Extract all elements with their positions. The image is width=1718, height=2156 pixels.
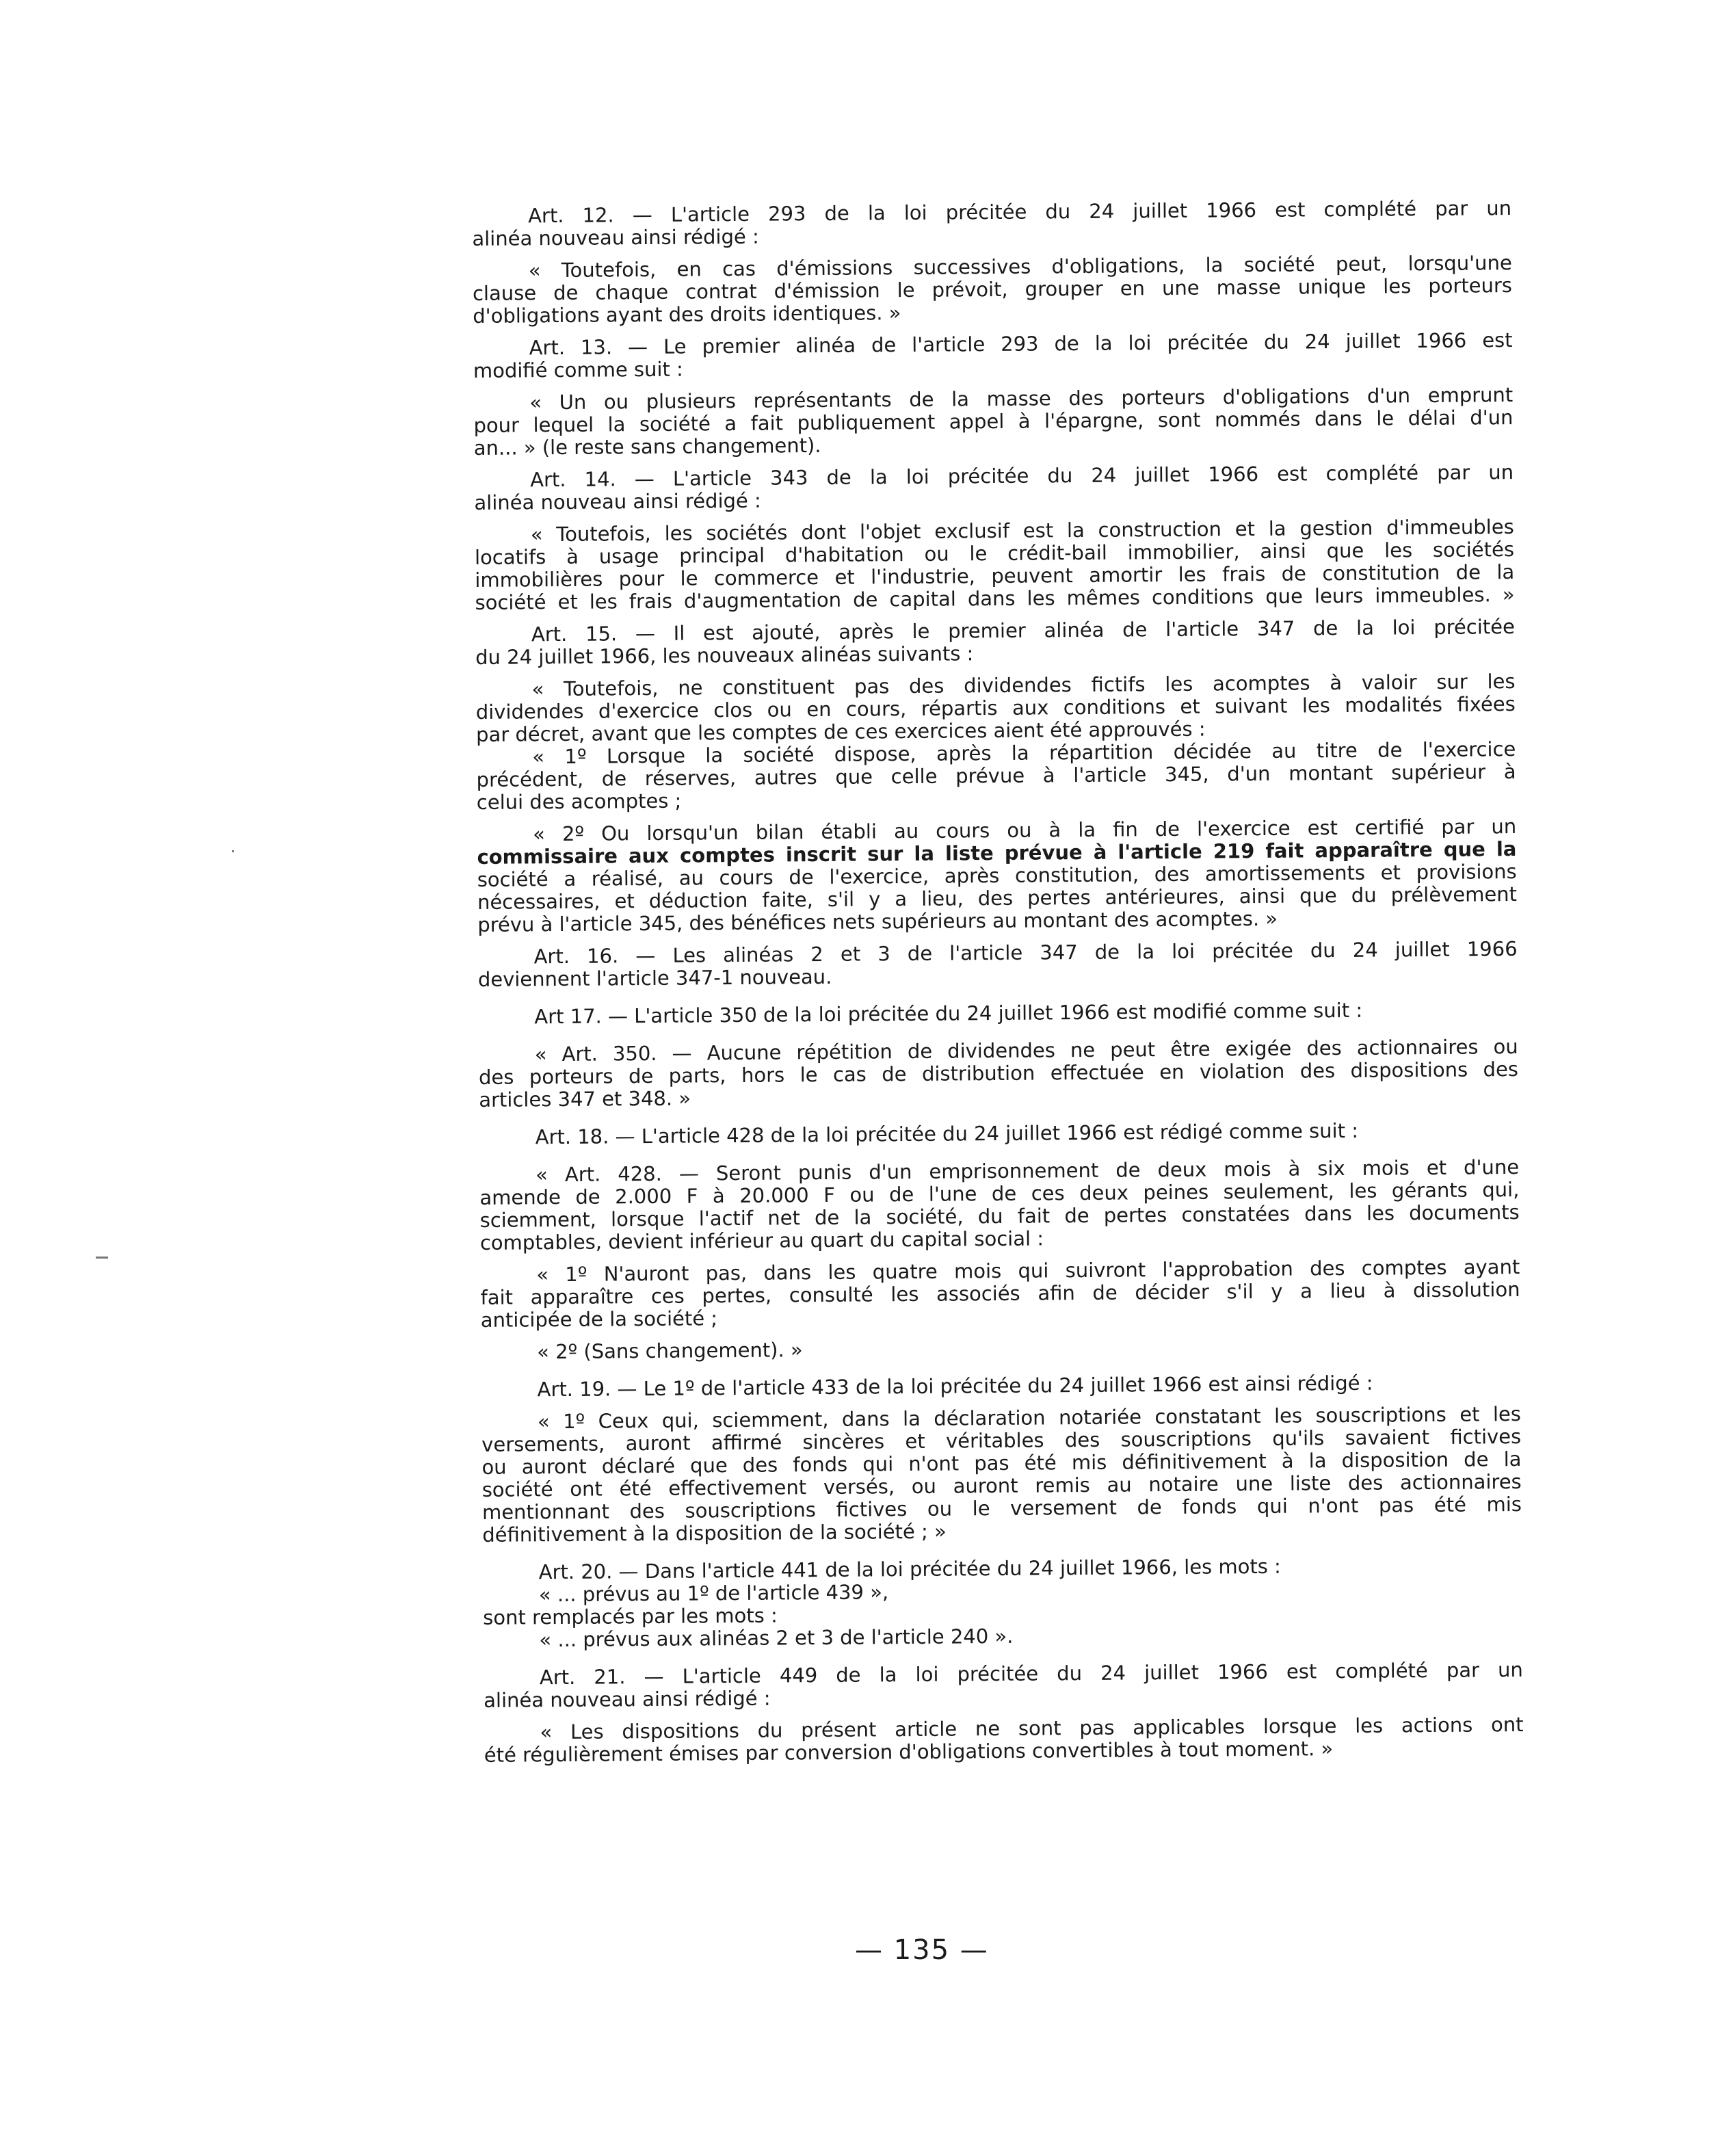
text-line: comptables, devient inférieur au quart du capital social : <box>479 1226 1044 1254</box>
text-line: « 2º (Sans changement). » <box>537 1338 803 1364</box>
text-line: société ont été effectivement versés, ou auront remis au notaire une liste des actionnaires <box>481 1470 1522 1501</box>
text-line: sciemment, lorsque l'actif net de la société, du fait de pertes constatées dans les documents <box>479 1200 1520 1232</box>
paragraph-quote <box>473 384 1514 460</box>
text-line: « Un ou plusieurs représentants de la masse des porteurs d'obligations d'un emprunt <box>529 383 1514 415</box>
paragraph-art-21 <box>484 1659 1523 1712</box>
text-line: Art. 13. — Le premier alinéa de l'article 293 de la loi précitée du 24 juillet 1966 est <box>529 328 1513 360</box>
text-line: société a réalisé, au cours de l'exercice, après constitution, des amortissements et provisions <box>477 860 1517 891</box>
text-line: « 1º Lorsque la société dispose, après la répartition décidée au titre de l'exercice <box>532 737 1516 769</box>
text-line: « Toutefois, en cas d'émissions successives d'obligations, la société peut, lorsqu'une <box>528 251 1512 282</box>
text-line: ou auront déclaré que des fonds qui n'ont pas été mis définitivement à la disposition de la <box>481 1447 1522 1479</box>
paragraph-quote <box>475 670 1516 746</box>
text-line: immobilières pour le commerce et l'industrie, peuvent amortir les frais de constitution de la <box>475 560 1515 592</box>
paragraph-quote <box>479 1036 1519 1112</box>
paragraph-quote <box>477 815 1517 936</box>
text-line: commissaire aux comptes inscrit sur la liste prévue à l'article 219 fait apparaître que la <box>477 837 1517 869</box>
text-line: définitivement à la disposition de la société ; » <box>482 1519 947 1547</box>
text-line: clause de chaque contrat d'émission le prévoit, grouper en une masse unique les porteurs <box>472 274 1513 305</box>
text-line: alinéa nouveau ainsi rédigé : <box>484 1686 771 1712</box>
paragraph-quote <box>479 1156 1520 1254</box>
text-line: locatifs à usage principal d'habitation ou le crédit-bail immobilier, ainsi que les sociétés <box>474 538 1515 569</box>
text-line: Art 17. — L'article 350 de la loi précitée du 24 juillet 1966 est modifié comme suit : <box>534 998 1363 1029</box>
text-line: précédent, de réserves, autres que celle prévue à l'article 345, d'un montant supérieur à <box>476 760 1516 791</box>
paragraph-quote <box>481 1403 1522 1547</box>
text-line: du 24 juillet 1966, les nouveaux alinéas suivants : <box>475 642 974 669</box>
text-line: celui des acomptes ; <box>476 789 682 814</box>
paragraph-quote <box>484 1713 1523 1767</box>
text-line: Art. 12. — L'article 293 de la loi précitée du 24 juillet 1966 est complété par un <box>527 196 1512 228</box>
text-line: « ... prévus au 1º de l'article 439 », <box>538 1580 889 1607</box>
text-line: par décret, avant que les comptes de ces exercices aient été approuvés : <box>475 717 1206 746</box>
text-line: prévu à l'article 345, des bénéfices nets supérieurs au montant des acomptes. » <box>477 906 1278 936</box>
text-line: Art. 19. — Le 1º de l'article 433 de la loi précitée du 24 juillet 1966 est ainsi rédigé : <box>537 1371 1373 1402</box>
page-number: — 135 — <box>855 1934 989 1966</box>
text-line: deviennent l'article 347-1 nouveau. <box>477 964 832 991</box>
text-line: alinéa nouveau ainsi rédigé : <box>474 488 761 514</box>
text-line: Art. 16. — Les alinéas 2 et 3 de l'article 347 de la loi précitée du 24 juillet 1966 <box>533 937 1518 969</box>
text-line: nécessaires, et déduction faite, s'il y a lieu, des pertes antérieures, ainsi que du prélèvement <box>477 882 1518 914</box>
paragraph-art-13 <box>473 329 1513 382</box>
text-line: Art. 18. — L'article 428 de la loi précitée du 24 juillet 1966 est rédigé comme suit : <box>535 1118 1359 1149</box>
paragraph-art-20 <box>483 1553 1523 1652</box>
text-line: « Toutefois, les sociétés dont l'objet exclusif est la construction et la gestion d'immeubles <box>530 515 1514 547</box>
text-line: sont remplacés par les mots : <box>483 1603 778 1629</box>
paragraph-art-16 <box>478 938 1518 991</box>
text-line: anticipée de la société ; <box>480 1306 718 1332</box>
text-line: fait apparaître ces pertes, consulté les associés afin de décider s'il y a lieu à dissolution <box>480 1278 1520 1309</box>
text-line: amende de 2.000 F à 20.000 F ou de l'une de ces deux peines seulement, les gérants qui, <box>479 1178 1520 1209</box>
scan-speck <box>232 850 234 852</box>
paragraph-quote <box>473 252 1513 328</box>
paragraph-art-12 <box>472 197 1511 250</box>
text-line: « Art. 350. — Aucune répétition de dividendes ne peut être exigée des actionnaires ou <box>534 1035 1518 1066</box>
text-line: « 1º N'auront pas, dans les quatre mois qui suivront l'approbation des comptes ayant <box>536 1255 1520 1287</box>
text-line: Art. 21. — L'article 449 de la loi précitée du 24 juillet 1966 est complété par un <box>539 1657 1523 1690</box>
text-line: pour lequel la société a fait publiquement appel à l'épargne, sont nommés dans le délai d'un <box>473 406 1514 437</box>
document-body <box>472 197 1524 1767</box>
paragraph-quote <box>475 516 1515 614</box>
text-line: mentionnant des souscriptions fictives ou le versement de fonds qui n'ont pas été mis <box>481 1493 1522 1524</box>
text-line: des porteurs de parts, hors le cas de distribution effectuée en violation des dispositions des <box>478 1057 1519 1089</box>
paragraph-quote <box>476 738 1516 814</box>
text-line: versements, auront affirmé sincères et véritables des souscriptions qu'ils savaient fictives <box>481 1425 1522 1456</box>
text-line: Art. 20. — Dans l'article 441 de la loi précitée du 24 juillet 1966, les mots : <box>538 1554 1282 1584</box>
text-line: dividendes d'exercice clos ou en cours, répartis aux conditions et suivant les modalités fixées <box>475 692 1516 724</box>
paragraph-quote <box>480 1256 1520 1332</box>
text-line: « Les dispositions du présent article ne sont pas applicables lorsque les actions ont <box>540 1712 1524 1744</box>
text-line: « ... prévus aux alinéas 2 et 3 de l'article 240 ». <box>539 1624 1014 1652</box>
text-line: « 1º Ceux qui, sciemment, dans la déclaration notariée constatant les souscriptions et les <box>537 1402 1522 1434</box>
text-line: modifié comme suit : <box>473 357 683 382</box>
text-line: « 2º Ou lorsqu'un bilan établi au cours ou à la fin de l'exercice est certifié par un <box>533 815 1517 846</box>
text-line: articles 347 et 348. » <box>479 1086 691 1112</box>
text-line: société et les frais d'augmentation de capital dans les mêmes conditions que leurs immeubles. » <box>475 583 1515 614</box>
paragraph-art-15 <box>475 616 1515 669</box>
text-line: alinéa nouveau ainsi rédigé : <box>472 224 759 250</box>
scan-speck <box>96 1257 108 1259</box>
text-line: « Toutefois, ne constituent pas des dividendes fictifs les acomptes à valoir sur les <box>531 670 1516 701</box>
text-line: an... » (le reste sans changement). <box>473 434 821 460</box>
text-line: d'obligations ayant des droits identiques. » <box>473 301 901 328</box>
text-line: Art. 14. — L'article 343 de la loi précitée du 24 juillet 1966 est complété par un <box>530 460 1514 492</box>
text-line: été régulièrement émises par conversion d'obligations convertibles à tout moment. » <box>484 1737 1334 1767</box>
text-line: Art. 15. — Il est ajouté, après le premier alinéa de l'article 347 de la loi précitée <box>531 615 1516 646</box>
paragraph-art-14 <box>474 461 1514 514</box>
text-line: « Art. 428. — Seront punis d'un emprisonnement de deux mois à six mois et d'une <box>536 1155 1520 1187</box>
